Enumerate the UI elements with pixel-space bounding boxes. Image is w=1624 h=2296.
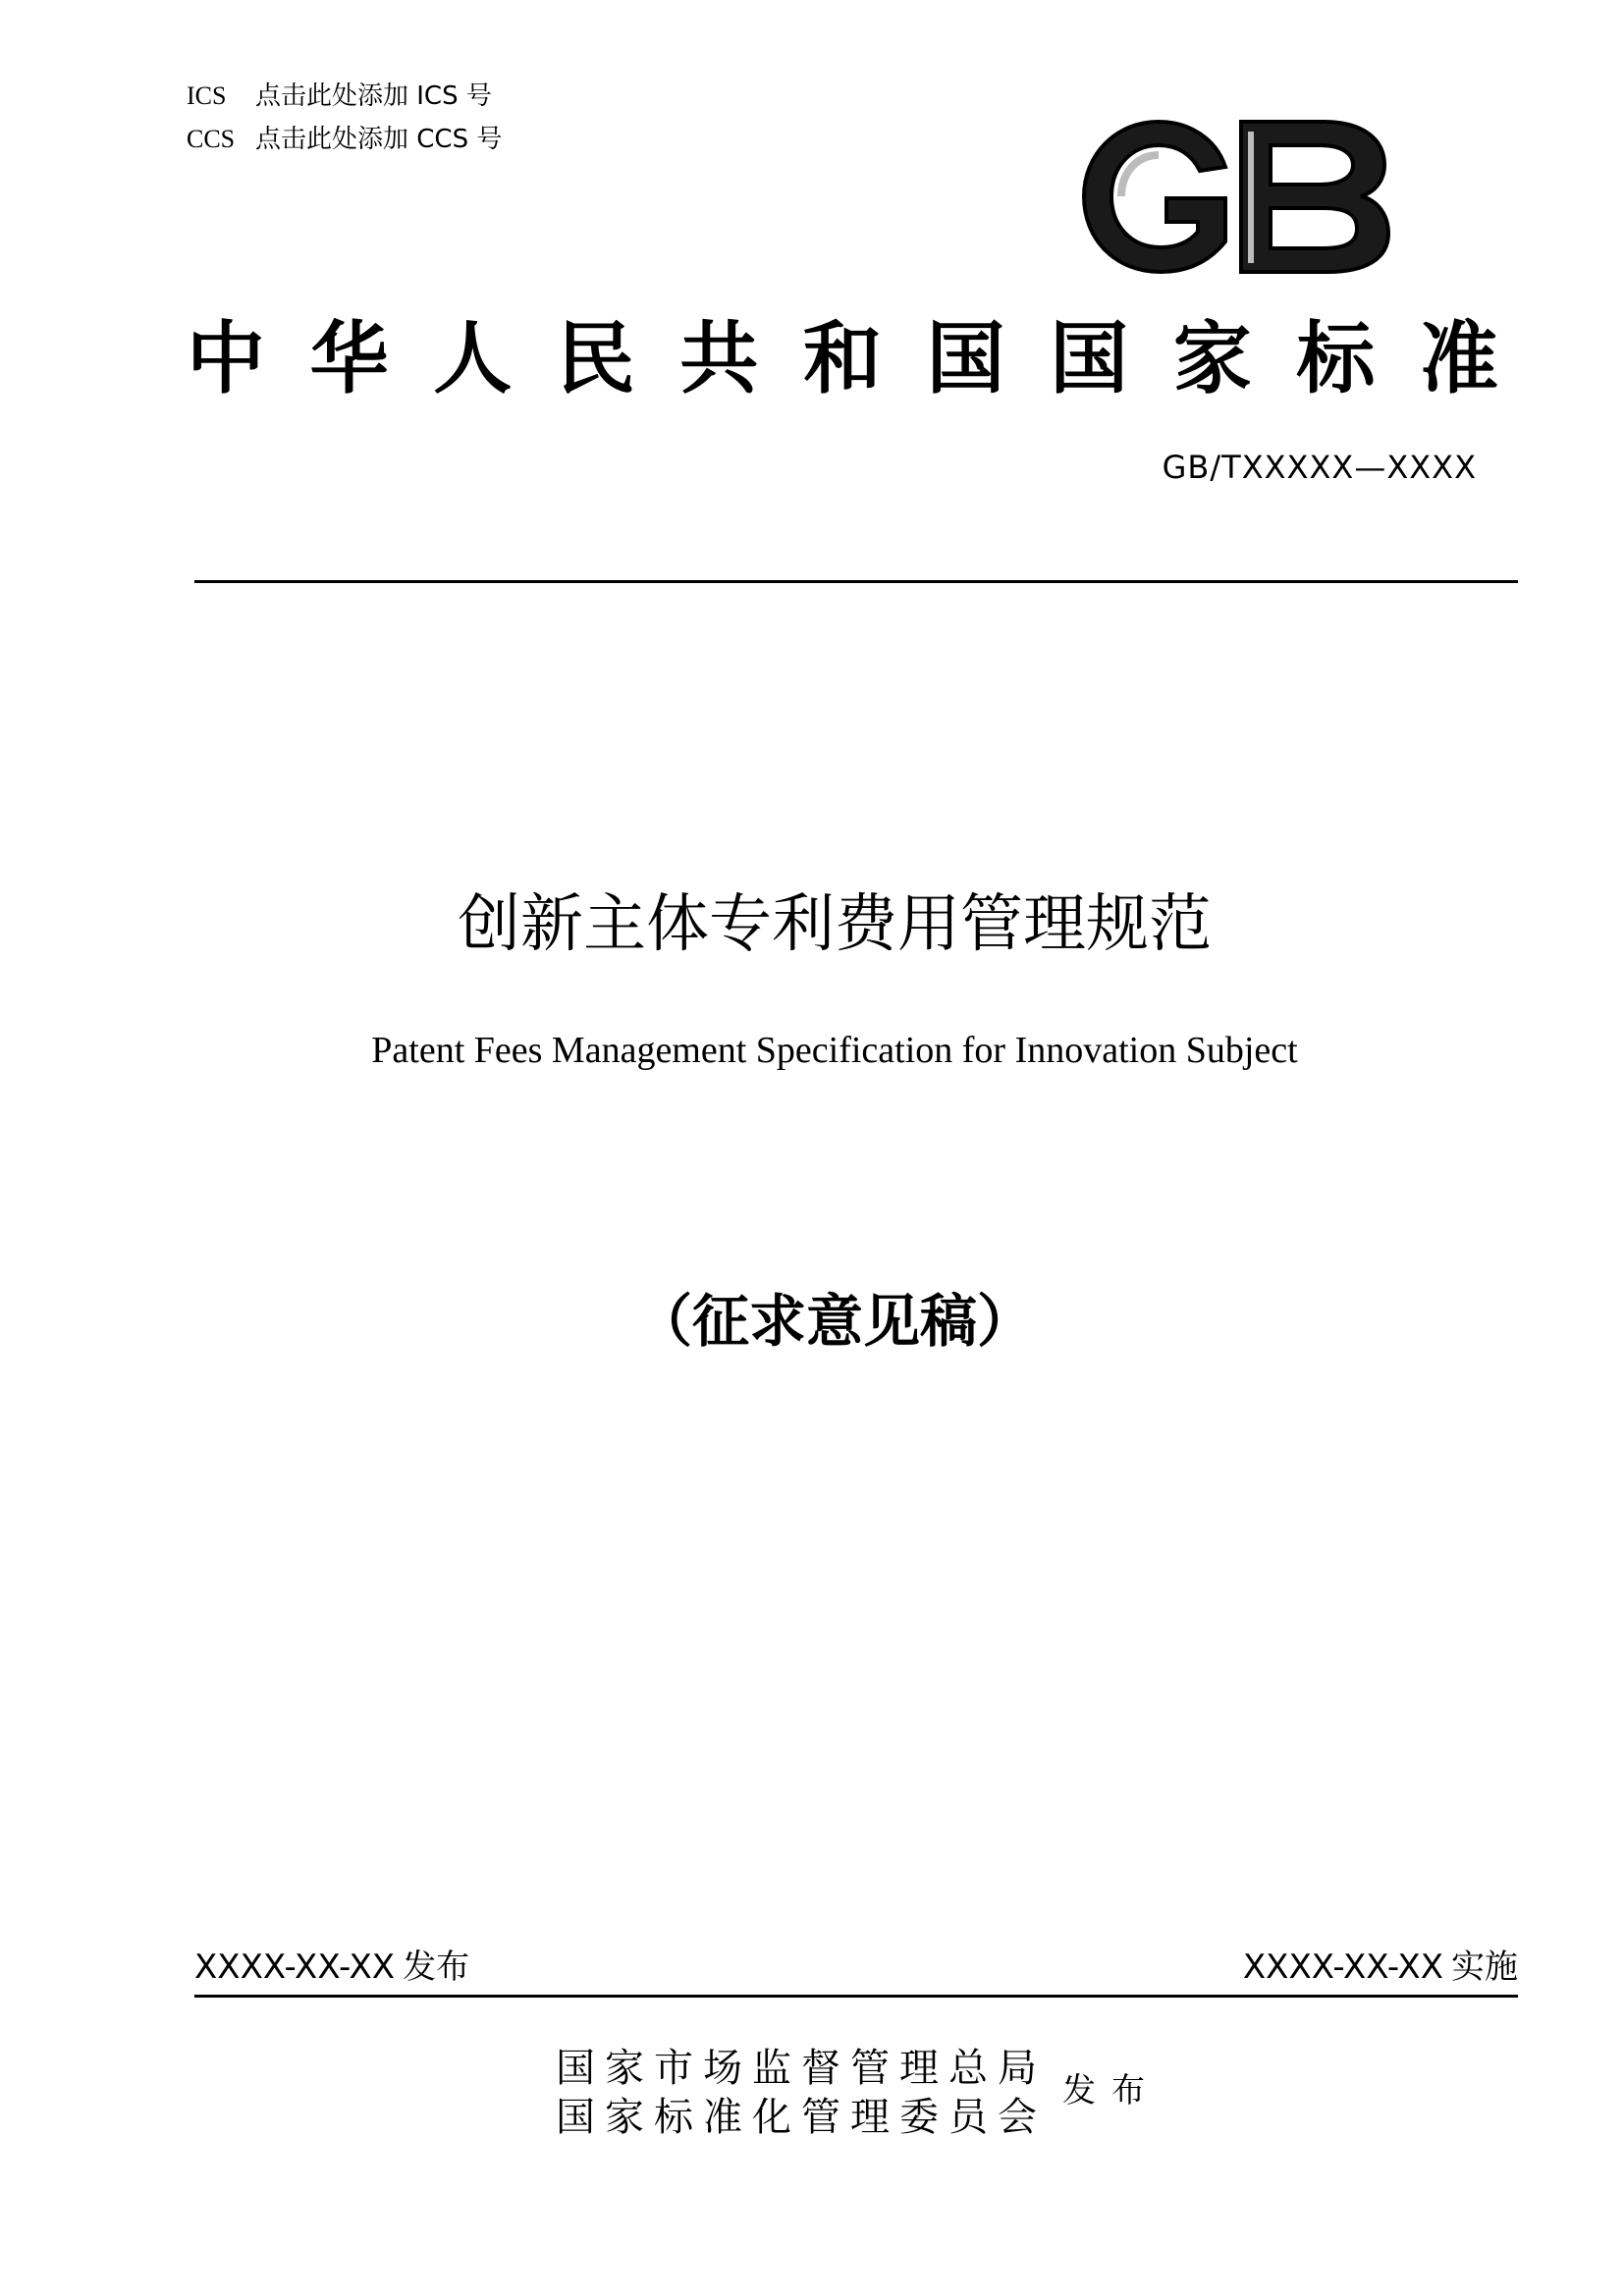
ics-value[interactable]: 点击此处添加 ICS 号	[255, 81, 492, 111]
draft-status: （征求意见稿）	[634, 1288, 1034, 1355]
ccs-value[interactable]: 点击此处添加 CCS 号	[255, 125, 503, 154]
ccs-label: CCS	[187, 125, 236, 153]
standard-number: GB/TXXXXX—XXXX	[1162, 449, 1477, 486]
implement-date: XXXX-XX-XX	[1242, 1948, 1443, 1987]
issuer-name-samr: 国家市场监督管理总局	[556, 2046, 1047, 2091]
document-title-en: Patent Fees Management Specification for Innovation Subject	[371, 1030, 1298, 1071]
issue-label: 发布	[1062, 2071, 1161, 2110]
publish-date: XXXX-XX-XX	[194, 1948, 396, 1987]
document-title-cn: 创新主体专利费用管理规范	[458, 888, 1212, 961]
ccs-line	[187, 122, 502, 157]
gb-logo-g-shape	[1084, 122, 1225, 272]
ics-line	[187, 79, 492, 114]
publish-date-line	[194, 1946, 469, 1989]
implement-date-line	[1243, 1946, 1518, 1989]
gb-logo-g-highlight	[1121, 155, 1159, 196]
publish-label: 发布	[403, 1948, 470, 1987]
gb-logo	[1078, 116, 1392, 278]
bottom-divider	[194, 1995, 1518, 1998]
top-divider	[194, 580, 1518, 583]
issuer-name-sac: 国家标准化管理委员会	[556, 2095, 1047, 2140]
gb-logo-b-shape	[1241, 122, 1388, 272]
implement-label: 实施	[1451, 1948, 1518, 1987]
standard-type-title: 中华人民共和国国家标准	[187, 313, 1502, 404]
ics-label: ICS	[187, 81, 227, 110]
